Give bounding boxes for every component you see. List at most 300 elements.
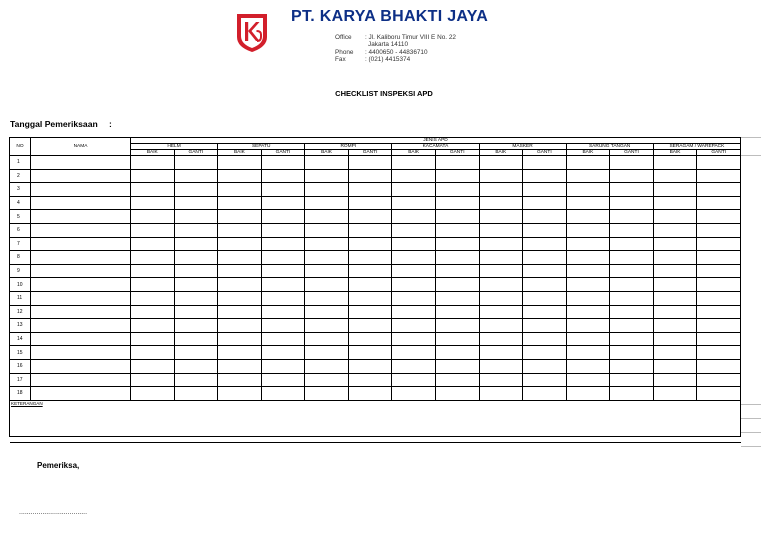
- table-row: [10, 346, 741, 360]
- name-cell[interactable]: [31, 373, 131, 387]
- ganti-check-cell[interactable]: [174, 346, 218, 360]
- baik-check-cell[interactable]: [479, 387, 523, 401]
- name-cell[interactable]: [31, 183, 131, 197]
- ganti-check-cell[interactable]: [261, 169, 305, 183]
- company-contact: [335, 34, 456, 64]
- baik-check-cell[interactable]: [131, 319, 175, 333]
- baik-check-cell[interactable]: [566, 373, 610, 387]
- name-header: NAMA: [31, 138, 131, 156]
- baik-check-cell[interactable]: [218, 183, 262, 197]
- ganti-check-cell[interactable]: [348, 359, 392, 373]
- ganti-check-cell[interactable]: [348, 251, 392, 265]
- ganti-check-cell[interactable]: [435, 196, 479, 210]
- baik-check-cell[interactable]: [566, 387, 610, 401]
- ganti-check-cell[interactable]: [174, 305, 218, 319]
- ganti-check-cell[interactable]: [261, 373, 305, 387]
- ganti-check-cell[interactable]: [697, 196, 741, 210]
- notes-label: KETERANGAN: [11, 400, 43, 406]
- baik-check-cell[interactable]: [653, 183, 697, 197]
- baik-check-cell[interactable]: [653, 387, 697, 401]
- baik-check-cell[interactable]: [218, 156, 262, 170]
- baik-check-cell[interactable]: [218, 264, 262, 278]
- baik-check-cell[interactable]: [131, 332, 175, 346]
- ganti-check-cell[interactable]: [697, 251, 741, 265]
- ganti-check-cell[interactable]: [348, 305, 392, 319]
- name-cell[interactable]: [31, 156, 131, 170]
- ganti-check-cell[interactable]: [435, 278, 479, 292]
- ganti-check-cell[interactable]: [610, 264, 654, 278]
- baik-check-cell[interactable]: [566, 264, 610, 278]
- baik-check-cell[interactable]: [305, 291, 349, 305]
- baik-check-cell[interactable]: [479, 196, 523, 210]
- table-row: [10, 237, 741, 251]
- baik-check-cell[interactable]: [653, 156, 697, 170]
- name-cell[interactable]: [31, 387, 131, 401]
- baik-check-cell[interactable]: [653, 373, 697, 387]
- ganti-check-cell[interactable]: [523, 291, 567, 305]
- bottom-cell: [31, 436, 131, 442]
- baik-check-cell[interactable]: [131, 291, 175, 305]
- name-cell[interactable]: [31, 210, 131, 224]
- ganti-check-cell[interactable]: [261, 210, 305, 224]
- ganti-check-cell[interactable]: [174, 332, 218, 346]
- baik-check-cell[interactable]: [653, 223, 697, 237]
- baik-check-cell[interactable]: [653, 264, 697, 278]
- ganti-check-cell[interactable]: [348, 169, 392, 183]
- ganti-check-cell[interactable]: [174, 373, 218, 387]
- ganti-check-cell[interactable]: [610, 346, 654, 360]
- ganti-check-cell[interactable]: [610, 387, 654, 401]
- baik-check-cell[interactable]: [392, 319, 436, 333]
- baik-check-cell[interactable]: [392, 291, 436, 305]
- ganti-check-cell[interactable]: [261, 183, 305, 197]
- baik-check-cell[interactable]: [653, 332, 697, 346]
- baik-check-cell[interactable]: [392, 223, 436, 237]
- ganti-check-cell[interactable]: [435, 346, 479, 360]
- ganti-check-cell[interactable]: [348, 332, 392, 346]
- ganti-check-cell[interactable]: [523, 237, 567, 251]
- ganti-check-cell[interactable]: [523, 183, 567, 197]
- name-cell[interactable]: [31, 291, 131, 305]
- baik-check-cell[interactable]: [566, 319, 610, 333]
- ganti-check-cell[interactable]: [523, 373, 567, 387]
- baik-check-cell[interactable]: [218, 196, 262, 210]
- baik-check-cell[interactable]: [218, 291, 262, 305]
- baik-check-cell[interactable]: [566, 332, 610, 346]
- baik-check-cell[interactable]: [305, 305, 349, 319]
- ganti-check-cell[interactable]: [435, 387, 479, 401]
- baik-check-cell[interactable]: [566, 183, 610, 197]
- baik-check-cell[interactable]: [479, 278, 523, 292]
- ganti-check-cell[interactable]: [348, 319, 392, 333]
- ganti-check-cell[interactable]: [697, 210, 741, 224]
- table-row: [10, 169, 741, 183]
- ganti-check-cell[interactable]: [174, 156, 218, 170]
- baik-check-cell[interactable]: [566, 156, 610, 170]
- bottom-cell: [131, 436, 175, 442]
- baik-check-cell[interactable]: [392, 169, 436, 183]
- baik-check-cell[interactable]: [131, 196, 175, 210]
- ganti-check-cell[interactable]: [697, 156, 741, 170]
- baik-check-cell[interactable]: [653, 196, 697, 210]
- baik-check-cell[interactable]: [479, 359, 523, 373]
- baik-check-cell[interactable]: [131, 264, 175, 278]
- baik-check-cell[interactable]: [131, 210, 175, 224]
- ganti-check-cell[interactable]: [348, 183, 392, 197]
- baik-check-cell[interactable]: [305, 359, 349, 373]
- ganti-check-cell[interactable]: [610, 291, 654, 305]
- table-row: [10, 291, 741, 305]
- table-bottom-row: [10, 436, 741, 442]
- baik-check-cell[interactable]: [479, 373, 523, 387]
- baik-check-cell[interactable]: [392, 210, 436, 224]
- baik-check-cell[interactable]: [131, 183, 175, 197]
- ganti-check-cell[interactable]: [523, 251, 567, 265]
- baik-check-cell[interactable]: [218, 346, 262, 360]
- bottom-cell: [479, 436, 523, 442]
- ganti-check-cell[interactable]: [523, 169, 567, 183]
- ganti-check-cell[interactable]: [435, 373, 479, 387]
- baik-check-cell[interactable]: [131, 346, 175, 360]
- baik-check-cell[interactable]: [305, 387, 349, 401]
- ganti-check-cell[interactable]: [435, 305, 479, 319]
- baik-check-cell[interactable]: [218, 169, 262, 183]
- ganti-check-cell[interactable]: [610, 373, 654, 387]
- ganti-check-cell[interactable]: [174, 196, 218, 210]
- baik-check-cell[interactable]: [479, 291, 523, 305]
- ganti-check-cell[interactable]: [523, 264, 567, 278]
- baik-check-cell[interactable]: [566, 223, 610, 237]
- baik-check-cell[interactable]: [653, 169, 697, 183]
- stray-gridline: [741, 404, 761, 405]
- ganti-check-cell[interactable]: [348, 237, 392, 251]
- baik-check-cell[interactable]: [305, 210, 349, 224]
- row-number: 17: [10, 373, 31, 387]
- baik-check-cell[interactable]: [653, 305, 697, 319]
- ganti-check-cell[interactable]: [348, 196, 392, 210]
- baik-check-cell[interactable]: [566, 210, 610, 224]
- baik-check-cell[interactable]: [218, 251, 262, 265]
- name-cell[interactable]: [31, 169, 131, 183]
- baik-check-cell[interactable]: [653, 359, 697, 373]
- baik-check-cell[interactable]: [305, 264, 349, 278]
- row-number: 10: [10, 278, 31, 292]
- ganti-check-cell[interactable]: [610, 183, 654, 197]
- name-cell[interactable]: [31, 278, 131, 292]
- baik-check-cell[interactable]: [131, 359, 175, 373]
- baik-check-cell[interactable]: [566, 251, 610, 265]
- ganti-check-cell[interactable]: [174, 169, 218, 183]
- baik-check-cell[interactable]: [131, 169, 175, 183]
- baik-check-cell[interactable]: [305, 319, 349, 333]
- ganti-check-cell[interactable]: [523, 305, 567, 319]
- ganti-check-cell[interactable]: [435, 359, 479, 373]
- baik-check-cell[interactable]: [131, 387, 175, 401]
- ganti-subheader: GANTI: [610, 150, 654, 156]
- ganti-check-cell[interactable]: [697, 373, 741, 387]
- baik-check-cell[interactable]: [479, 264, 523, 278]
- ganti-check-cell[interactable]: [697, 183, 741, 197]
- ganti-check-cell[interactable]: [610, 196, 654, 210]
- ganti-check-cell[interactable]: [523, 346, 567, 360]
- notes-cell[interactable]: [10, 400, 741, 436]
- category-header: HELM: [131, 144, 218, 150]
- ganti-check-cell[interactable]: [174, 264, 218, 278]
- baik-check-cell[interactable]: [566, 291, 610, 305]
- bottom-cell: [174, 436, 218, 442]
- baik-check-cell[interactable]: [305, 156, 349, 170]
- ganti-check-cell[interactable]: [697, 278, 741, 292]
- ganti-check-cell[interactable]: [348, 291, 392, 305]
- ganti-check-cell[interactable]: [174, 223, 218, 237]
- ganti-check-cell[interactable]: [174, 278, 218, 292]
- ganti-check-cell[interactable]: [523, 223, 567, 237]
- ganti-check-cell[interactable]: [610, 237, 654, 251]
- baik-check-cell[interactable]: [305, 373, 349, 387]
- ganti-check-cell[interactable]: [435, 291, 479, 305]
- ganti-check-cell[interactable]: [261, 387, 305, 401]
- ganti-check-cell[interactable]: [523, 196, 567, 210]
- ganti-check-cell[interactable]: [610, 305, 654, 319]
- ganti-check-cell[interactable]: [435, 264, 479, 278]
- baik-check-cell[interactable]: [131, 278, 175, 292]
- baik-check-cell[interactable]: [305, 196, 349, 210]
- ganti-check-cell[interactable]: [523, 319, 567, 333]
- baik-check-cell[interactable]: [479, 332, 523, 346]
- baik-check-cell[interactable]: [218, 305, 262, 319]
- baik-check-cell[interactable]: [305, 332, 349, 346]
- ganti-check-cell[interactable]: [523, 359, 567, 373]
- ganti-check-cell[interactable]: [174, 183, 218, 197]
- ganti-subheader: GANTI: [523, 150, 567, 156]
- baik-check-cell[interactable]: [305, 183, 349, 197]
- ganti-check-cell[interactable]: [174, 319, 218, 333]
- bottom-cell: [566, 436, 610, 442]
- baik-check-cell[interactable]: [566, 237, 610, 251]
- ganti-check-cell[interactable]: [348, 387, 392, 401]
- baik-check-cell[interactable]: [392, 387, 436, 401]
- baik-check-cell[interactable]: [305, 237, 349, 251]
- ganti-check-cell[interactable]: [697, 223, 741, 237]
- ganti-check-cell[interactable]: [348, 373, 392, 387]
- name-cell[interactable]: [31, 332, 131, 346]
- baik-check-cell[interactable]: [392, 332, 436, 346]
- baik-check-cell[interactable]: [392, 183, 436, 197]
- ganti-check-cell[interactable]: [523, 156, 567, 170]
- ganti-check-cell[interactable]: [261, 332, 305, 346]
- ganti-check-cell[interactable]: [610, 210, 654, 224]
- ganti-check-cell[interactable]: [174, 387, 218, 401]
- ganti-check-cell[interactable]: [610, 319, 654, 333]
- baik-check-cell[interactable]: [653, 346, 697, 360]
- baik-check-cell[interactable]: [479, 305, 523, 319]
- ganti-check-cell[interactable]: [697, 169, 741, 183]
- ganti-check-cell[interactable]: [174, 237, 218, 251]
- company-logo: [233, 11, 271, 53]
- baik-check-cell[interactable]: [392, 156, 436, 170]
- name-cell[interactable]: [31, 223, 131, 237]
- ganti-check-cell[interactable]: [610, 359, 654, 373]
- ganti-check-cell[interactable]: [697, 346, 741, 360]
- ganti-check-cell[interactable]: [261, 346, 305, 360]
- baik-check-cell[interactable]: [392, 196, 436, 210]
- baik-check-cell[interactable]: [305, 223, 349, 237]
- ganti-check-cell[interactable]: [174, 359, 218, 373]
- ganti-check-cell[interactable]: [261, 359, 305, 373]
- name-cell[interactable]: [31, 264, 131, 278]
- baik-check-cell[interactable]: [479, 183, 523, 197]
- ganti-check-cell[interactable]: [174, 291, 218, 305]
- baik-subheader: BAIK: [653, 150, 697, 156]
- ganti-check-cell[interactable]: [435, 183, 479, 197]
- ganti-check-cell[interactable]: [348, 223, 392, 237]
- name-cell[interactable]: [31, 346, 131, 360]
- baik-check-cell[interactable]: [566, 278, 610, 292]
- baik-check-cell[interactable]: [131, 156, 175, 170]
- baik-check-cell[interactable]: [566, 169, 610, 183]
- ganti-check-cell[interactable]: [261, 278, 305, 292]
- baik-check-cell[interactable]: [218, 210, 262, 224]
- ganti-check-cell[interactable]: [348, 210, 392, 224]
- baik-check-cell[interactable]: [305, 169, 349, 183]
- ganti-check-cell[interactable]: [523, 332, 567, 346]
- baik-check-cell[interactable]: [131, 305, 175, 319]
- baik-check-cell[interactable]: [392, 278, 436, 292]
- ganti-check-cell[interactable]: [697, 264, 741, 278]
- ganti-check-cell[interactable]: [435, 319, 479, 333]
- baik-check-cell[interactable]: [131, 223, 175, 237]
- ganti-check-cell[interactable]: [697, 319, 741, 333]
- ganti-check-cell[interactable]: [261, 264, 305, 278]
- baik-check-cell[interactable]: [566, 196, 610, 210]
- baik-check-cell[interactable]: [479, 156, 523, 170]
- office-address-line1: : Jl. Kaliboru Timur VIII E No. 22: [365, 34, 456, 41]
- baik-check-cell[interactable]: [392, 373, 436, 387]
- baik-check-cell[interactable]: [218, 278, 262, 292]
- ganti-check-cell[interactable]: [348, 278, 392, 292]
- ganti-check-cell[interactable]: [610, 223, 654, 237]
- baik-check-cell[interactable]: [566, 305, 610, 319]
- baik-check-cell[interactable]: [566, 346, 610, 360]
- name-cell[interactable]: [31, 359, 131, 373]
- ganti-check-cell[interactable]: [523, 387, 567, 401]
- baik-check-cell[interactable]: [218, 223, 262, 237]
- baik-check-cell[interactable]: [218, 373, 262, 387]
- baik-check-cell[interactable]: [653, 319, 697, 333]
- ganti-check-cell[interactable]: [697, 305, 741, 319]
- ganti-check-cell[interactable]: [435, 169, 479, 183]
- ganti-check-cell[interactable]: [435, 237, 479, 251]
- ganti-check-cell[interactable]: [261, 196, 305, 210]
- baik-check-cell[interactable]: [218, 359, 262, 373]
- baik-check-cell[interactable]: [479, 346, 523, 360]
- name-cell[interactable]: [31, 305, 131, 319]
- ganti-check-cell[interactable]: [610, 169, 654, 183]
- baik-check-cell[interactable]: [392, 251, 436, 265]
- baik-check-cell[interactable]: [479, 319, 523, 333]
- ganti-check-cell[interactable]: [697, 291, 741, 305]
- baik-check-cell[interactable]: [566, 359, 610, 373]
- baik-check-cell[interactable]: [653, 251, 697, 265]
- ganti-check-cell[interactable]: [174, 251, 218, 265]
- baik-check-cell[interactable]: [305, 278, 349, 292]
- ganti-check-cell[interactable]: [435, 223, 479, 237]
- row-number: 16: [10, 359, 31, 373]
- baik-check-cell[interactable]: [653, 237, 697, 251]
- name-cell[interactable]: [31, 319, 131, 333]
- ganti-check-cell[interactable]: [261, 156, 305, 170]
- name-cell[interactable]: [31, 237, 131, 251]
- bottom-cell: [261, 436, 305, 442]
- ganti-check-cell[interactable]: [348, 346, 392, 360]
- category-header: KACAMATA: [392, 144, 479, 150]
- baik-check-cell[interactable]: [218, 319, 262, 333]
- baik-check-cell[interactable]: [131, 373, 175, 387]
- baik-check-cell[interactable]: [479, 169, 523, 183]
- baik-check-cell[interactable]: [392, 264, 436, 278]
- ganti-check-cell[interactable]: [435, 210, 479, 224]
- baik-check-cell[interactable]: [479, 251, 523, 265]
- ganti-check-cell[interactable]: [610, 332, 654, 346]
- baik-check-cell[interactable]: [479, 223, 523, 237]
- ganti-check-cell[interactable]: [435, 332, 479, 346]
- baik-check-cell[interactable]: [392, 237, 436, 251]
- ganti-check-cell[interactable]: [697, 387, 741, 401]
- ganti-check-cell[interactable]: [435, 251, 479, 265]
- baik-check-cell[interactable]: [479, 237, 523, 251]
- baik-check-cell[interactable]: [131, 251, 175, 265]
- baik-check-cell[interactable]: [392, 359, 436, 373]
- ganti-check-cell[interactable]: [261, 305, 305, 319]
- ganti-check-cell[interactable]: [697, 332, 741, 346]
- baik-check-cell[interactable]: [392, 346, 436, 360]
- ganti-check-cell[interactable]: [610, 278, 654, 292]
- ganti-subheader: GANTI: [174, 150, 218, 156]
- ganti-check-cell[interactable]: [261, 237, 305, 251]
- ganti-check-cell[interactable]: [697, 359, 741, 373]
- baik-check-cell[interactable]: [218, 332, 262, 346]
- baik-check-cell[interactable]: [392, 305, 436, 319]
- ganti-check-cell[interactable]: [261, 319, 305, 333]
- baik-check-cell[interactable]: [131, 237, 175, 251]
- baik-check-cell[interactable]: [305, 346, 349, 360]
- ganti-check-cell[interactable]: [610, 251, 654, 265]
- ganti-check-cell[interactable]: [610, 156, 654, 170]
- name-cell[interactable]: [31, 196, 131, 210]
- ganti-check-cell[interactable]: [261, 291, 305, 305]
- ganti-check-cell[interactable]: [697, 237, 741, 251]
- baik-check-cell[interactable]: [653, 210, 697, 224]
- row-number: 7: [10, 237, 31, 251]
- ganti-check-cell[interactable]: [348, 156, 392, 170]
- ganti-check-cell[interactable]: [261, 223, 305, 237]
- ganti-check-cell[interactable]: [523, 278, 567, 292]
- baik-check-cell[interactable]: [218, 237, 262, 251]
- ganti-check-cell[interactable]: [435, 156, 479, 170]
- baik-check-cell[interactable]: [653, 278, 697, 292]
- baik-check-cell[interactable]: [218, 387, 262, 401]
- baik-check-cell[interactable]: [305, 251, 349, 265]
- baik-check-cell[interactable]: [479, 210, 523, 224]
- bottom-cell: [610, 436, 654, 442]
- table-row: [10, 251, 741, 265]
- ganti-check-cell[interactable]: [261, 251, 305, 265]
- ganti-check-cell[interactable]: [348, 264, 392, 278]
- name-cell[interactable]: [31, 251, 131, 265]
- ganti-check-cell[interactable]: [523, 210, 567, 224]
- baik-check-cell[interactable]: [653, 291, 697, 305]
- ganti-check-cell[interactable]: [174, 210, 218, 224]
